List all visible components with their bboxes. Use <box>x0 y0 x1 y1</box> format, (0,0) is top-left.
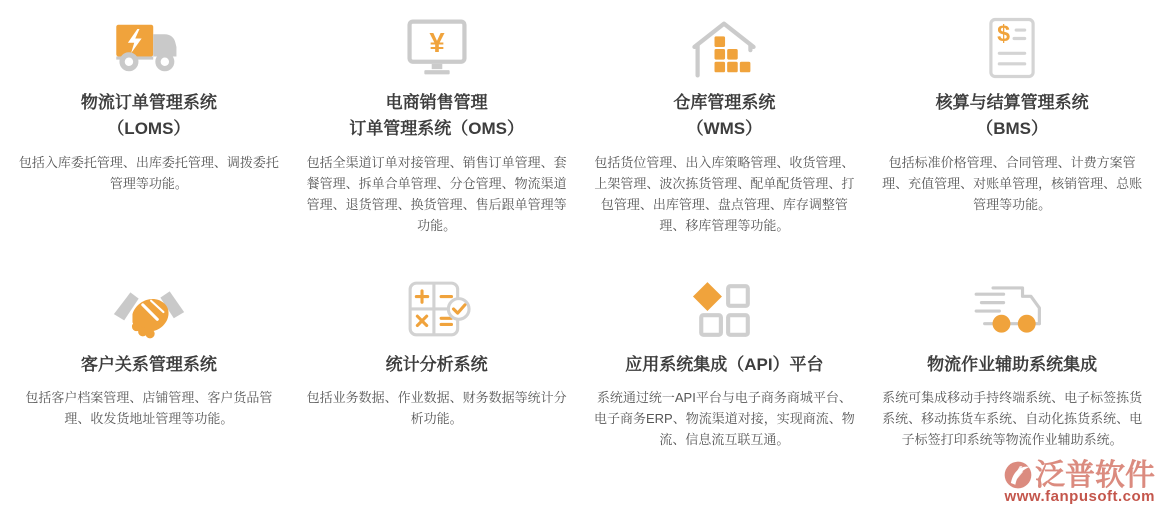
card-description: 系统通过统一API平台与电子商务商城平台、电子商务ERP、物流渠道对接，实现商流、物流、信息流互联互通。 <box>594 390 855 448</box>
api-blocks-icon <box>687 276 761 344</box>
card-title-line1: 核算与结算管理系统 <box>935 93 1089 112</box>
lightning-truck-icon <box>111 14 187 82</box>
feature-card-statistics <box>306 276 568 450</box>
card-title-line2: 订单管理系统（OMS） <box>349 119 524 139</box>
warehouse-icon <box>686 14 762 82</box>
card-description: 包括标准价格管理、合同管理、计费方案管理、充值管理、对账单管理，核销管理、总账管理等功能。 <box>882 154 1143 212</box>
card-description: 包括入库委托管理、出库委托管理、调拨委托管理等功能。 <box>18 154 279 191</box>
card-title <box>386 352 488 378</box>
billing-document-icon <box>974 14 1050 82</box>
monitor-yuan-icon <box>399 14 475 82</box>
feature-card-oms <box>306 14 568 236</box>
card-description: 包括业务数据、作业数据、财务数据等统计分析功能。 <box>306 390 567 427</box>
watermark-url: www.fanpusoft.com <box>1004 488 1155 506</box>
card-title <box>349 90 524 143</box>
card-title-line1: 客户关系管理系统 <box>80 354 217 374</box>
card-title <box>81 90 217 143</box>
card-title <box>673 90 775 143</box>
feature-card-crm <box>18 276 280 450</box>
watermark-brand: 泛普软件 <box>1035 458 1155 492</box>
card-title-line2: （BMS） <box>976 119 1049 139</box>
feature-card-api <box>594 276 856 450</box>
feature-card-wms <box>594 14 856 236</box>
card-title <box>927 352 1097 378</box>
card-title-line2: （WMS） <box>686 119 763 139</box>
card-title-line1: 统计分析系统 <box>385 354 488 374</box>
card-title-line1: 物流作业辅助系统集成 <box>927 354 1098 374</box>
card-title <box>936 90 1089 143</box>
dollar-glyph: $ <box>997 20 1011 47</box>
card-title-line1: 仓库管理系统 <box>673 93 776 112</box>
card-title-line2: （LOMS） <box>107 119 191 139</box>
feature-card-logistics-aux <box>881 276 1143 450</box>
card-description: 系统可集成移动手持终端系统、电子标签拣货系统、移动拣货车系统、自动化拣货系统、电子标签打印系统等物流作业辅助系统。 <box>882 390 1143 448</box>
calculator-icon <box>397 276 477 344</box>
yuan-glyph: ¥ <box>428 27 445 59</box>
card-title-line1: 电商销售管理 <box>385 93 488 112</box>
handshake-icon <box>109 276 189 344</box>
card-description: 包括全渠道订单对接管理、销售订单管理、套餐管理、拆单合单管理、分仓管理、物流渠道管理、退货管理、换货管理、售后跟单管理等功能。 <box>306 154 567 233</box>
card-title-line1: 物流订单管理系统 <box>80 93 217 112</box>
feature-card-bms <box>881 14 1143 236</box>
card-title <box>625 352 823 378</box>
feature-card-loms <box>18 14 280 236</box>
delivery-truck-icon <box>972 276 1052 344</box>
card-description: 包括客户档案管理、店铺管理、客户货品管理、收发货地址管理等功能。 <box>25 390 273 427</box>
fanpu-logo-icon <box>1002 459 1034 491</box>
card-title-line1: 应用系统集成（API）平台 <box>625 354 824 374</box>
watermark <box>1002 459 1155 505</box>
card-title <box>81 352 217 378</box>
card-description: 包括货位管理、出入库策略管理、收货管理、上架管理、波次拣货管理、配单配货管理、打包管理、出库管理、盘点管理、库存调整管理、移库管理等功能。 <box>594 154 855 233</box>
